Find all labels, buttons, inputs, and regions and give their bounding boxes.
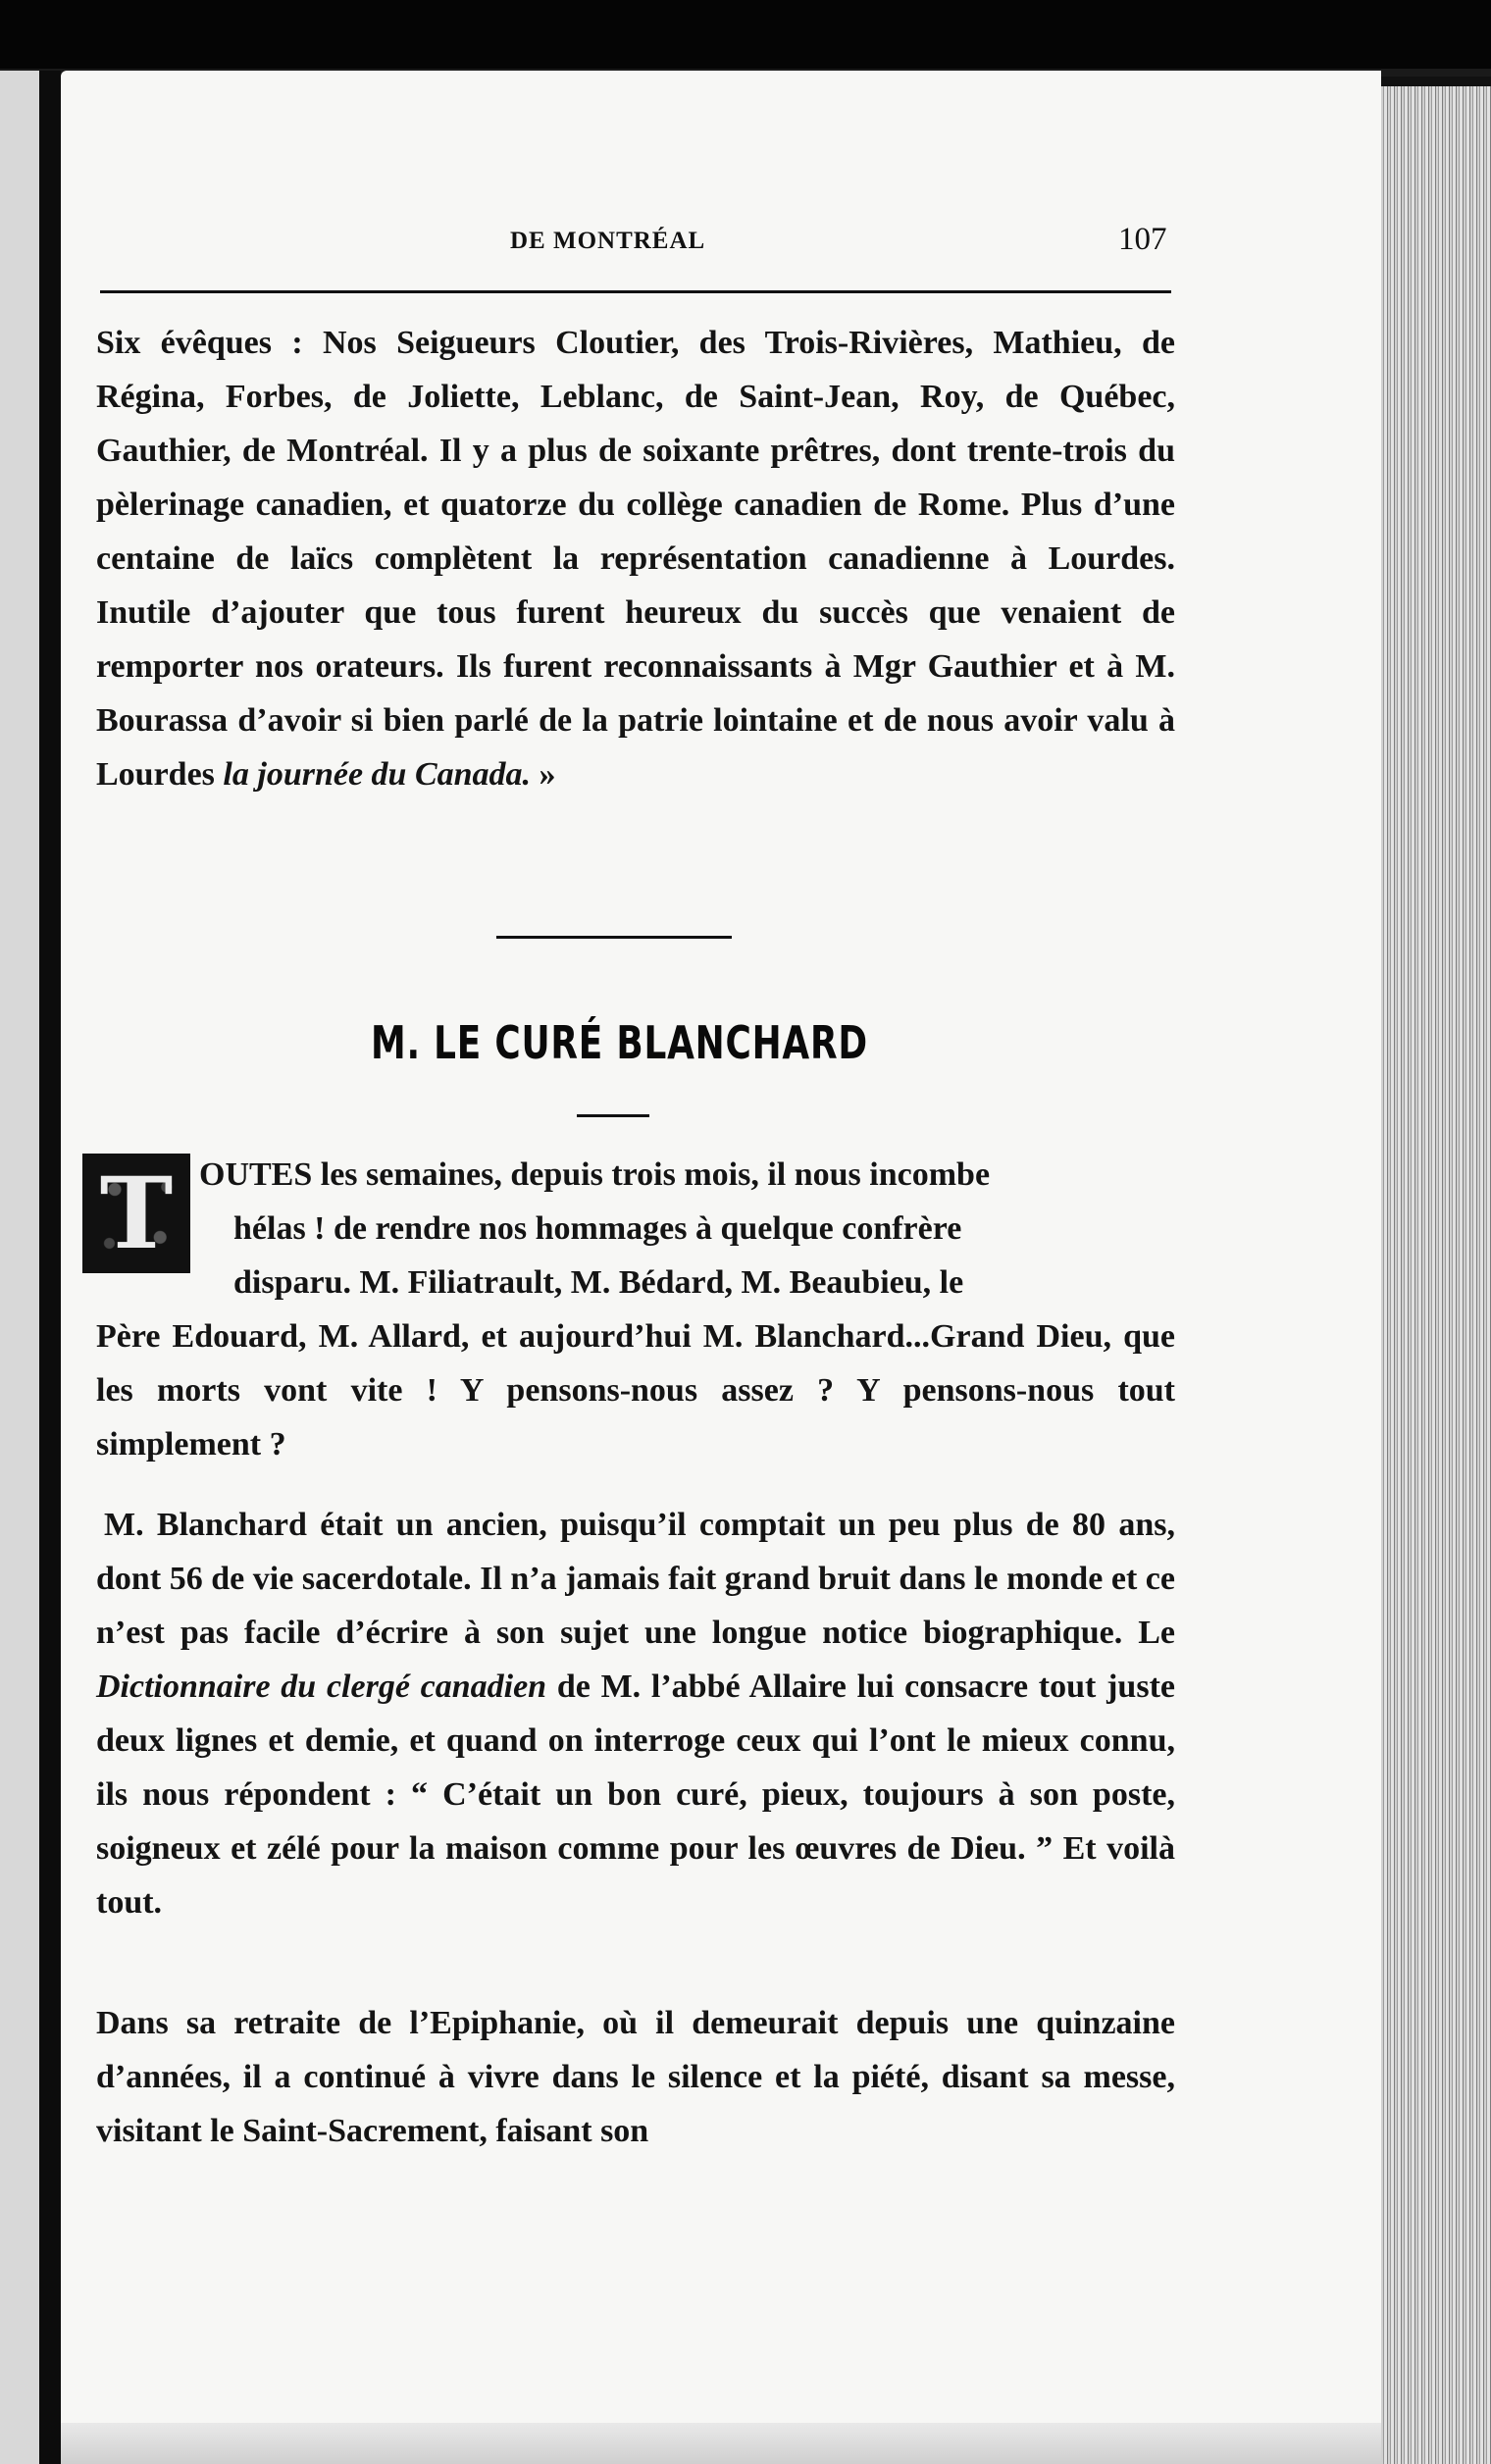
closing-quote: » xyxy=(531,756,556,793)
running-header: DE MONTRÉAL xyxy=(510,228,706,254)
opening-line-2: hélas ! de rendre nos hommages à quelque confrère xyxy=(233,1210,962,1247)
page-edges xyxy=(1381,86,1491,2464)
facing-page-edge xyxy=(0,71,61,2464)
retirement-text: Dans sa retraite de l’Epiphanie, où il demeurait depuis une quinzaine d’années, il a continué à vivre dans le silence et la piété, disant sa messe, visitant le Saint-Sacrement, faisant son xyxy=(96,2005,1175,2149)
section-title: M. LE CURÉ BLANCHARD xyxy=(371,1016,868,1069)
paragraph-opening xyxy=(96,1148,1175,1471)
biography-text-start: M. Blanchard était un ancien, puisqu’il comptait un peu plus de 80 ans, dont 56 de vie sacerdotale. Il n’a jamais fait grand bruit dans le monde et ce n’est pas facile d’écrire à son sujet une longue notice biographique. Le xyxy=(96,1507,1175,1651)
opening-rest: Père Edouard, M. Allard, et aujourd’hui M. Blanchard...Grand Dieu, que les morts vont vite ! Y pensons-nous assez ? Y pensons-nous tout simplement ? xyxy=(96,1318,1175,1463)
opening-line-3: disparu. M. Filiatrault, M. Bédard, M. Beaubieu, le xyxy=(233,1264,964,1301)
header-rule xyxy=(100,290,1171,293)
page-number: 107 xyxy=(1118,222,1167,257)
page-bottom-shadow xyxy=(61,2423,1381,2464)
italic-title: Dictionnaire du clergé canadien xyxy=(96,1668,547,1705)
section-separator xyxy=(496,936,732,939)
biography-text-end: de M. l’abbé Allaire lui consacre tout juste deux lignes et demie, et quand on interroge ceux qui l’ont le mieux connu, ils nous répondent : “ C’était un bon curé, pieux, toujours à son poste, soigneux et zélé pour la maison comme pour les œuvres de Dieu. ” Et voilà tout. xyxy=(96,1668,1175,1921)
opening-line-1: OUTES les semaines, depuis trois mois, il nous incombe xyxy=(199,1156,991,1193)
dropcap-letter: T xyxy=(99,1155,174,1271)
paragraph-bishops xyxy=(96,316,1175,801)
title-underline xyxy=(577,1114,649,1117)
paragraph-biography xyxy=(96,1498,1175,1929)
paragraph-text: Six évêques : Nos Seigueurs Cloutier, des Trois-Rivières, Mathieu, de Régina, Forbes, de Joliette, Leblanc, de Saint-Jean, Roy, de Québec, Gauthier, de Montréal. Il y a plus de soixante prêtres, dont trente-trois du pèlerinage canadien, et quatorze du collège canadien de Rome. Plus d’une centaine de laïcs complètent la représentation canadienne à Lourdes. Inutile d’ajouter que tous furent heureux du succès que venaient de remporter nos orateurs. Ils furent reconnaissants à Mgr Gauthier et à M. Bourassa d’avoir si bien parlé de la patrie lointaine et de nous avoir valu à Lourdes xyxy=(96,325,1175,793)
italic-phrase: la journée du Canada. xyxy=(223,756,532,793)
paragraph-retirement xyxy=(96,1996,1175,2158)
